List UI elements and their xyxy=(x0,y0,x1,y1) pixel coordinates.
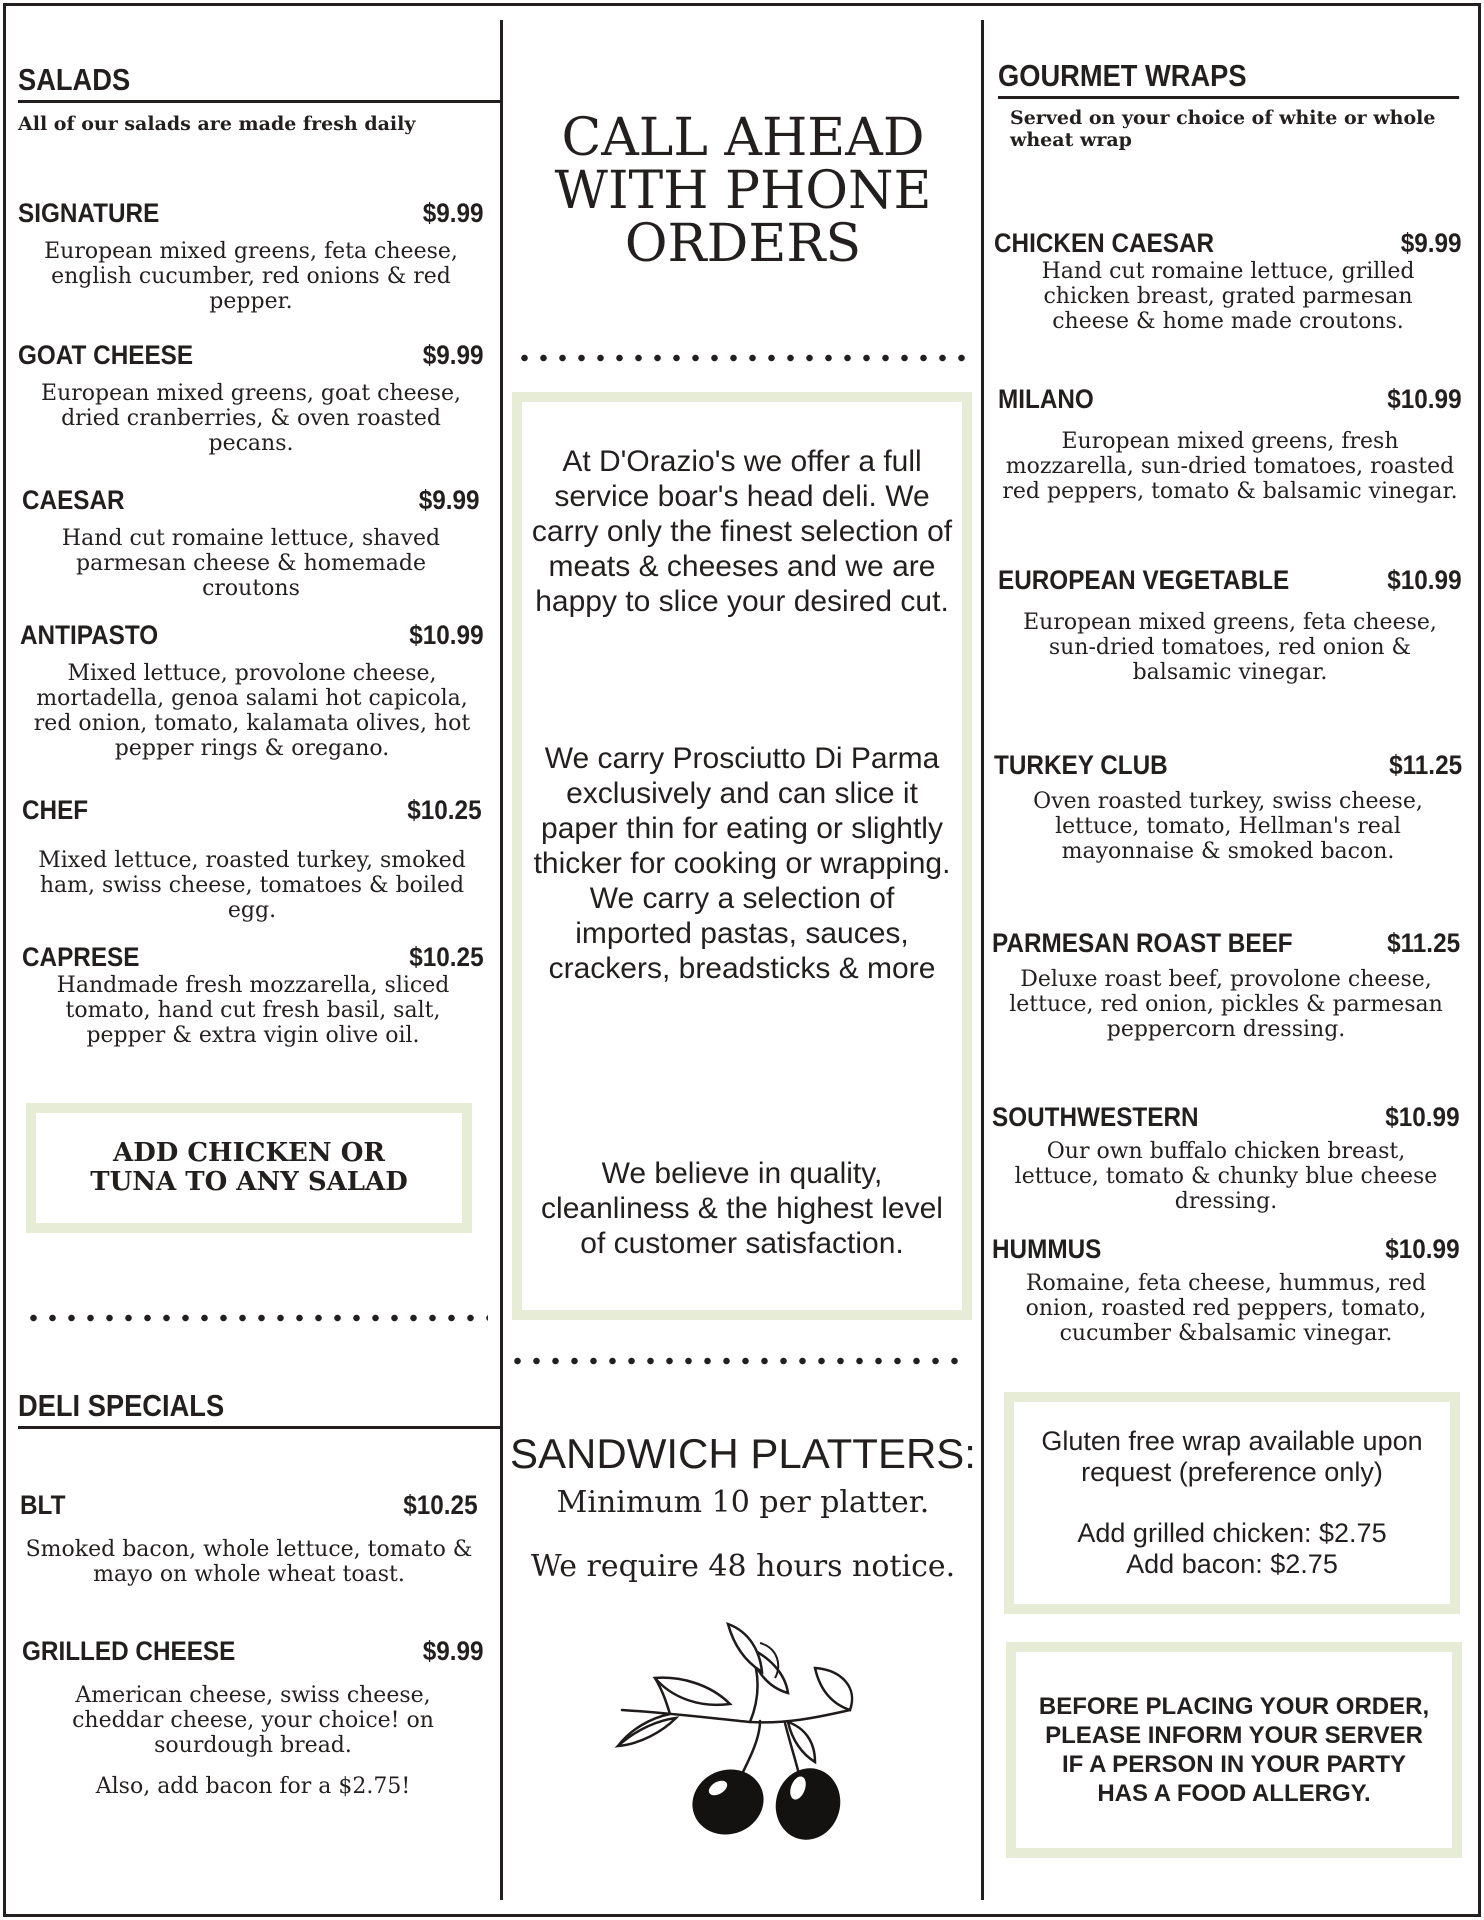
item-description: Hand cut romaine lettuce, shaved parmesan cheese & homemade croutons xyxy=(61,526,441,601)
item-price: $11.25 xyxy=(1389,750,1462,780)
menu-item-caesar xyxy=(22,485,480,601)
deli-heading: DELI SPECIALS xyxy=(18,1388,502,1429)
item-name: MILANO xyxy=(998,384,1094,414)
deli-info-para2: We carry Prosciutto Di Parma exclusively and can slice it paper thin for eating or slightly thicker for cooking or wrapping. We carry a selection of imported pastas, sauces, crackers, breadsticks & more xyxy=(533,742,951,985)
item-description: Our own buffalo chicken breast, lettuce, tomato & chunky blue cheese dressing. xyxy=(1014,1139,1438,1214)
item-description: European mixed greens, feta cheese, sun-dried tomatoes, red onion & balsamic vinegar. xyxy=(1023,610,1437,685)
item-price: $9.99 xyxy=(423,340,484,370)
item-price: $11.25 xyxy=(1387,928,1460,958)
allergy-line3: IF A PERSON IN YOUR PARTY xyxy=(1061,1751,1407,1778)
item-description: Romaine, feta cheese, hummus, red onion, roasted red peppers, tomato, cucumber &balsamic vinegar. xyxy=(1025,1271,1427,1346)
item-price: $9.99 xyxy=(423,198,484,228)
item-name: CHICKEN CAESAR xyxy=(994,228,1215,258)
dotted-divider xyxy=(24,1314,488,1322)
allergy-notice-box xyxy=(1006,1642,1462,1858)
column-divider-right xyxy=(981,20,984,1900)
item-price: $10.25 xyxy=(403,1490,478,1520)
allergy-line2: PLEASE INFORM YOUR SERVER xyxy=(1045,1722,1423,1749)
item-description: Oven roasted turkey, swiss cheese, lettuce, tomato, Hellman's real mayonnaise & smoked bacon. xyxy=(1033,789,1423,864)
menu-item-european-vegetable xyxy=(998,565,1462,685)
deli-info-box xyxy=(512,392,972,1320)
allergy-line1: BEFORE PLACING YOUR ORDER, xyxy=(1038,1693,1430,1720)
item-name: SOUTHWESTERN xyxy=(992,1102,1199,1132)
item-name: EUROPEAN VEGETABLE xyxy=(998,565,1290,595)
item-name: BLT xyxy=(20,1490,66,1520)
menu-item-grilled-cheese xyxy=(22,1636,484,1799)
column-divider-left xyxy=(500,20,503,1900)
call-ahead-line3: ORDERS xyxy=(624,214,862,274)
item-description: American cheese, swiss cheese, cheddar cheese, your choice! on sourdough bread. xyxy=(72,1683,434,1758)
menu-item-turkey-club xyxy=(994,750,1462,864)
call-ahead-line2: WITH PHONE xyxy=(554,161,932,221)
call-ahead-heading xyxy=(510,108,976,274)
menu-item-hummus xyxy=(992,1234,1460,1346)
item-note: Also, add bacon for a $2.75! xyxy=(95,1774,411,1799)
wrap-options-box xyxy=(1004,1392,1460,1614)
menu-item-signature xyxy=(18,198,484,314)
platters-minimum: Minimum 10 per platter. xyxy=(556,1485,930,1520)
sandwich-platters xyxy=(510,1430,976,1584)
platters-notice: We require 48 hours notice. xyxy=(530,1549,956,1584)
item-description: European mixed greens, feta cheese, english cucumber, red onions & red pepper. xyxy=(44,239,458,314)
item-price: $9.99 xyxy=(1401,228,1462,258)
add-bacon-note: Add bacon: $2.75 xyxy=(1126,1549,1338,1579)
menu-item-goat-cheese xyxy=(18,340,484,456)
deli-info-para3: We believe in quality, cleanliness & the highest level of customer satisfaction. xyxy=(541,1157,943,1260)
gluten-free-note: Gluten free wrap available upon request (preference only) xyxy=(1041,1426,1423,1487)
item-price: $10.99 xyxy=(1387,565,1462,595)
item-name: TURKEY CLUB xyxy=(994,750,1168,780)
item-description: European mixed greens, fresh mozzarella, sun-dried tomatoes, roasted red peppers, tomato & balsamic vinegar. xyxy=(1002,429,1458,504)
add-chicken-note: Add grilled chicken: $2.75 xyxy=(1077,1518,1387,1548)
wraps-subtitle: Served on your choice of white or whole wheat wrap xyxy=(1010,107,1436,151)
item-price: $9.99 xyxy=(419,485,480,515)
item-price: $10.99 xyxy=(409,620,484,650)
item-price: $10.99 xyxy=(1385,1234,1460,1264)
item-name: SIGNATURE xyxy=(18,198,160,228)
salads-subtitle: All of our salads are made fresh daily xyxy=(18,113,416,135)
menu-item-antipasto xyxy=(20,620,484,761)
menu-item-caprese xyxy=(22,942,484,1048)
item-name: HUMMUS xyxy=(992,1234,1102,1264)
item-description: Mixed lettuce, roasted turkey, smoked ham, swiss cheese, tomatoes & boiled egg. xyxy=(38,848,466,923)
add-protein-line2: TUNA TO ANY SALAD xyxy=(90,1167,408,1197)
salads-heading: SALADS xyxy=(18,62,502,103)
dotted-divider xyxy=(515,354,973,362)
call-ahead-line1: CALL AHEAD xyxy=(561,108,925,168)
wraps-section xyxy=(998,58,1464,151)
item-description: Deluxe roast beef, provolone cheese, lettuce, red onion, pickles & parmesan peppercorn dressing. xyxy=(1009,967,1443,1042)
item-name: ANTIPASTO xyxy=(20,620,159,650)
item-name: GRILLED CHEESE xyxy=(22,1636,236,1666)
add-protein-box xyxy=(26,1103,472,1233)
item-name: GOAT CHEESE xyxy=(18,340,194,370)
item-price: $10.99 xyxy=(1387,384,1462,414)
item-name: CHEF xyxy=(22,795,89,825)
deli-section xyxy=(18,1388,486,1429)
menu-item-blt xyxy=(20,1490,478,1587)
allergy-line4: HAS A FOOD ALLERGY. xyxy=(1097,1780,1371,1807)
item-price: $10.25 xyxy=(407,795,482,825)
menu-item-parmesan-roast-beef xyxy=(992,928,1460,1042)
item-name: CAPRESE xyxy=(22,942,140,972)
wraps-heading: GOURMET WRAPS xyxy=(998,58,1459,99)
item-price: $10.99 xyxy=(1385,1102,1460,1132)
item-description: Handmade fresh mozzarella, sliced tomato, hand cut fresh basil, salt, pepper & extra vigin olive oil. xyxy=(56,973,450,1048)
item-description: Mixed lettuce, provolone cheese, mortadella, genoa salami hot capicola, red onion, tomato, kalamata olives, hot pepper rings & oregano. xyxy=(33,661,471,761)
menu-item-southwestern xyxy=(992,1102,1460,1214)
salads-section xyxy=(18,62,486,135)
item-name: PARMESAN ROAST BEEF xyxy=(992,928,1293,958)
item-name: CAESAR xyxy=(22,485,125,515)
platters-title: SANDWICH PLATTERS: xyxy=(510,1430,976,1477)
menu-item-milano xyxy=(998,384,1462,504)
item-description: European mixed greens, goat cheese, dried cranberries, & oven roasted pecans. xyxy=(41,381,461,456)
olive-right xyxy=(768,1761,848,1840)
olive-left xyxy=(683,1760,773,1840)
add-protein-line1: ADD CHICKEN OR xyxy=(113,1138,385,1168)
item-description: Hand cut romaine lettuce, grilled chicken breast, grated parmesan cheese & home made croutons. xyxy=(1041,259,1415,334)
menu-item-chicken-caesar xyxy=(994,228,1462,334)
deli-info-para1: At D'Orazio's we offer a full service boar's head deli. We carry only the finest selection of meats & cheeses and we are happy to slice your desired cut. xyxy=(531,445,953,618)
item-price: $10.25 xyxy=(409,942,484,972)
menu-item-chef xyxy=(22,795,482,923)
olive-branch-icon xyxy=(610,1618,870,1840)
item-description: Smoked bacon, whole lettuce, tomato & mayo on whole wheat toast. xyxy=(25,1537,473,1587)
item-price: $9.99 xyxy=(423,1636,484,1666)
dotted-divider xyxy=(508,1357,970,1365)
